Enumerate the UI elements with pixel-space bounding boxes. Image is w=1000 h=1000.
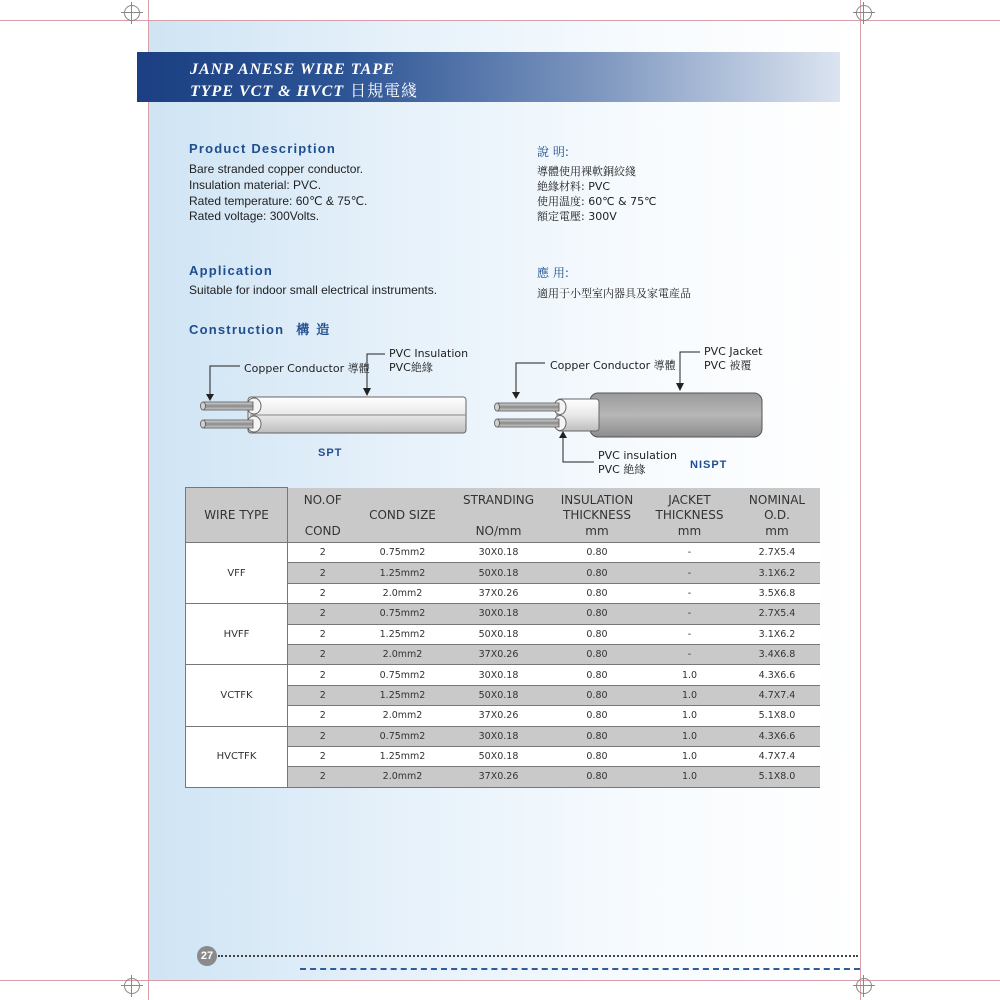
header-jacket xyxy=(645,488,735,543)
table-cell: 3.1X6.2 xyxy=(735,563,820,583)
header-text: THICKNESS xyxy=(655,508,724,522)
table-row xyxy=(186,543,820,563)
header-text: mm xyxy=(765,523,789,538)
table-cell: 30X0.18 xyxy=(448,726,550,746)
table-cell: 1.0 xyxy=(645,685,735,705)
banner-title-en: TYPE VCT & HVCT xyxy=(190,83,345,100)
table-cell: 0.80 xyxy=(550,624,645,644)
description-cn-title: 說 明: xyxy=(537,145,569,159)
table-cell: 2.7X5.4 xyxy=(735,543,820,563)
table-cell: 1.25mm2 xyxy=(358,685,448,705)
table-cell: - xyxy=(645,563,735,583)
wire-type-cell: HVFF xyxy=(186,604,288,665)
application-cn-text: 適用于小型室内器具及家電産品 xyxy=(537,287,691,300)
application-text: Suitable for indoor small electrical instruments. xyxy=(189,283,438,297)
table-cell: 4.7X7.4 xyxy=(735,685,820,705)
wire-type-cell: VFF xyxy=(186,543,288,604)
table-cell: 30X0.18 xyxy=(448,665,550,685)
table-cell: 2 xyxy=(288,543,358,563)
banner-title-line1: JANP ANESE WIRE TAPE xyxy=(190,61,395,78)
header-text: NO/mm xyxy=(475,523,522,538)
table-cell: 3.4X6.8 xyxy=(735,644,820,664)
table-cell: 2.0mm2 xyxy=(358,644,448,664)
table-cell: 0.80 xyxy=(550,767,645,787)
table-cell: 1.0 xyxy=(645,665,735,685)
table-cell: 3.1X6.2 xyxy=(735,624,820,644)
table-cell: 4.3X6.6 xyxy=(735,665,820,685)
table-cell: 2.0mm2 xyxy=(358,706,448,726)
wire-type-cell: VCTFK xyxy=(186,665,288,726)
table-cell: 0.80 xyxy=(550,746,645,766)
construction-title-cn: 構 造 xyxy=(296,323,331,338)
table-cell: 1.0 xyxy=(645,746,735,766)
table-cell: 5.1X8.0 xyxy=(735,706,820,726)
table-cell: 1.0 xyxy=(645,767,735,787)
table-cell: 0.80 xyxy=(550,583,645,603)
table-row xyxy=(186,726,820,746)
header-text: mm xyxy=(585,523,609,538)
description-cn-line: 絶緣材料: PVC xyxy=(537,180,611,193)
table-row xyxy=(186,604,820,624)
table-cell: 2 xyxy=(288,624,358,644)
table-cell: 1.0 xyxy=(645,726,735,746)
wire-spec-table xyxy=(185,487,820,788)
table-cell: 0.80 xyxy=(550,563,645,583)
header-text: COND SIZE xyxy=(369,507,436,522)
table-cell: 2 xyxy=(288,644,358,664)
header-text: STRANDING xyxy=(462,492,535,507)
header-insulation xyxy=(550,488,645,543)
table-cell: 30X0.18 xyxy=(448,543,550,563)
table-cell: 0.80 xyxy=(550,665,645,685)
table-cell: 1.0 xyxy=(645,706,735,726)
banner-title-cn: 日規電綫 xyxy=(350,81,419,100)
footer-dotted-rule xyxy=(218,955,858,957)
table-cell: 30X0.18 xyxy=(448,604,550,624)
table-body xyxy=(186,543,820,788)
table-cell: 0.75mm2 xyxy=(358,543,448,563)
table-cell: 37X0.26 xyxy=(448,583,550,603)
construction-title-en: Construction xyxy=(189,322,285,337)
spt-insulation-label: PVC Insulation xyxy=(389,347,469,360)
table-cell: 0.80 xyxy=(550,543,645,563)
table-cell: 37X0.26 xyxy=(448,767,550,787)
table-cell: 50X0.18 xyxy=(448,746,550,766)
table-cell: 2 xyxy=(288,767,358,787)
header-nominal-od xyxy=(735,488,820,543)
wire-type-cell: HVCTFK xyxy=(186,726,288,787)
header-stranding xyxy=(448,488,550,543)
nispt-name: NISPT xyxy=(690,459,728,471)
description-line: Rated temperature: 60℃ & 75℃. xyxy=(189,194,368,208)
table-header-row xyxy=(186,488,820,543)
table-cell: 0.75mm2 xyxy=(358,604,448,624)
table-cell: 1.25mm2 xyxy=(358,624,448,644)
header-text: JACKET xyxy=(668,492,711,507)
table-cell: 37X0.26 xyxy=(448,706,550,726)
spt-name: SPT xyxy=(318,447,343,459)
product-description-title: Product Description xyxy=(189,141,337,156)
nispt-jacket-label-cn: PVC 被覆 xyxy=(704,359,752,372)
table-cell: 0.80 xyxy=(550,685,645,705)
header-text: THICKNESS xyxy=(563,508,631,522)
table-cell: 2 xyxy=(288,563,358,583)
table-cell: 2.0mm2 xyxy=(358,583,448,603)
nispt-conductor-label: Copper Conductor 導體 xyxy=(550,359,676,372)
header-text: NO.OF xyxy=(303,492,342,507)
header-no-of-cond xyxy=(288,488,358,543)
table-cell: 1.25mm2 xyxy=(358,563,448,583)
nispt-insulation-label: PVC insulation xyxy=(598,449,677,462)
header-text: COND xyxy=(304,523,341,538)
table-cell: 50X0.18 xyxy=(448,563,550,583)
table-cell: 2 xyxy=(288,685,358,705)
table-cell: 1.25mm2 xyxy=(358,746,448,766)
application-cn-title: 應 用: xyxy=(537,266,569,280)
table-cell: 2.7X5.4 xyxy=(735,604,820,624)
table-cell: 50X0.18 xyxy=(448,685,550,705)
table-cell: 0.80 xyxy=(550,644,645,664)
table-row xyxy=(186,665,820,685)
description-line: Rated voltage: 300Volts. xyxy=(189,209,320,223)
table-cell: 2.0mm2 xyxy=(358,767,448,787)
table-cell: - xyxy=(645,583,735,603)
nispt-insulation-label-cn: PVC 絶緣 xyxy=(598,463,646,476)
table-cell: 2 xyxy=(288,583,358,603)
table-cell: 5.1X8.0 xyxy=(735,767,820,787)
header-text: NOMINAL xyxy=(748,492,806,507)
spt-insulation-label-cn: PVC絶緣 xyxy=(389,361,433,374)
table-cell: 0.80 xyxy=(550,706,645,726)
table-cell: 0.75mm2 xyxy=(358,726,448,746)
application-title: Application xyxy=(189,263,273,278)
table-cell: 50X0.18 xyxy=(448,624,550,644)
table-cell: - xyxy=(645,624,735,644)
header-text: O.D. xyxy=(764,508,790,522)
description-cn-line: 額定電壓: 300V xyxy=(537,210,617,223)
description-line: Bare stranded copper conductor. xyxy=(189,162,364,176)
header-text: mm xyxy=(677,523,702,538)
page-number: 27 xyxy=(197,946,217,966)
table-cell: 37X0.26 xyxy=(448,644,550,664)
table-cell: 0.80 xyxy=(550,726,645,746)
header-text: INSULATION xyxy=(560,492,634,507)
table-cell: 2 xyxy=(288,746,358,766)
table-cell: 2 xyxy=(288,726,358,746)
table-cell: 2 xyxy=(288,604,358,624)
table-cell: - xyxy=(645,543,735,563)
footer-dashed-rule xyxy=(300,968,860,970)
nispt-jacket-label: PVC Jacket xyxy=(704,345,763,358)
description-cn-line: 使用温度: 60℃ & 75℃ xyxy=(537,195,657,208)
table-cell: 0.75mm2 xyxy=(358,665,448,685)
table-cell: - xyxy=(645,644,735,664)
spt-conductor-label: Copper Conductor 導體 xyxy=(244,362,370,375)
header-cond-size xyxy=(358,488,448,543)
description-cn-line: 導體使用裸軟銅絞綫 xyxy=(537,165,636,178)
table-cell: 3.5X6.8 xyxy=(735,583,820,603)
table-cell: 2 xyxy=(288,665,358,685)
description-line: Insulation material: PVC. xyxy=(189,178,322,192)
table-cell: 2 xyxy=(288,706,358,726)
table-cell: 0.80 xyxy=(550,604,645,624)
header-wire-type: WIRE TYPE xyxy=(186,488,288,543)
table-cell: - xyxy=(645,604,735,624)
table-cell: 4.3X6.6 xyxy=(735,726,820,746)
table-cell: 4.7X7.4 xyxy=(735,746,820,766)
